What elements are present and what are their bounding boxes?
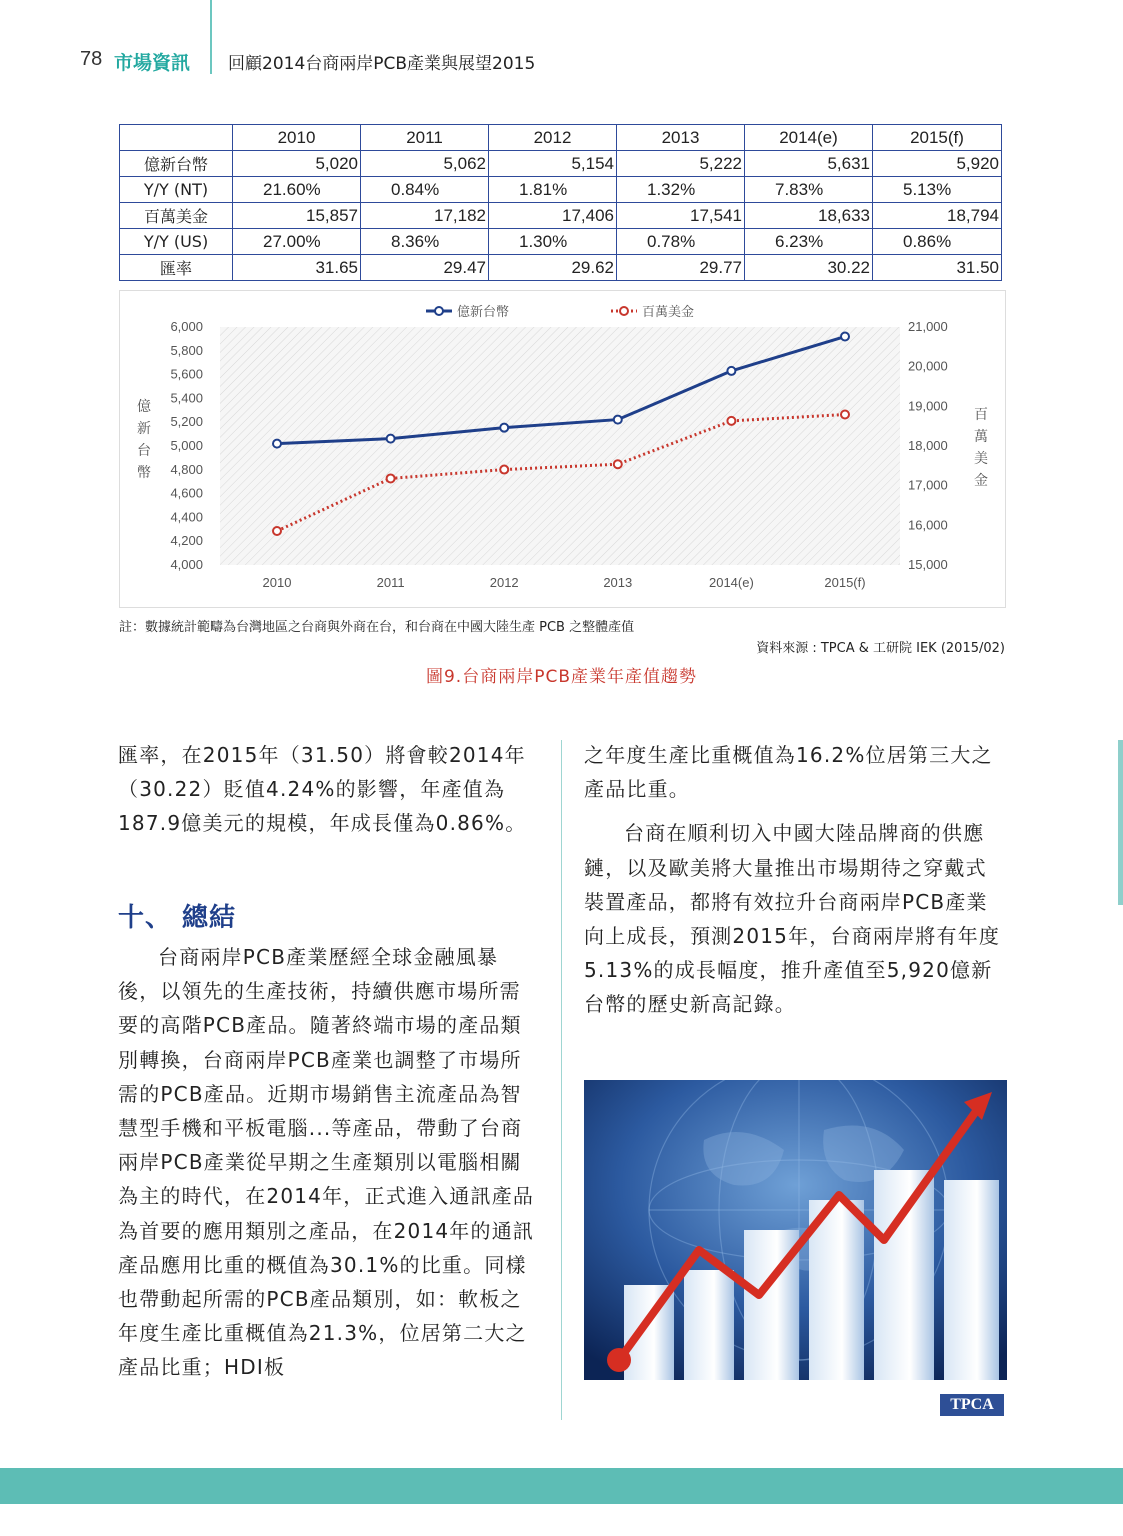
- table-row: [120, 177, 1002, 203]
- data-point: [273, 440, 281, 448]
- y-axis-title-left: 新: [137, 421, 151, 437]
- row-label: 億新台幣: [120, 151, 233, 177]
- section-label: 市場資訊: [114, 52, 191, 74]
- y-axis-title-right: 金: [974, 473, 988, 489]
- table-cell: 18,633: [745, 203, 873, 229]
- table-cell: 0.84%: [361, 177, 489, 203]
- x-tick-label: 2013: [603, 575, 633, 590]
- y-tick-label-left: 5,000: [170, 438, 203, 453]
- data-point: [841, 333, 849, 341]
- y-tick-label-left: 5,200: [170, 414, 203, 430]
- column-header: 2013: [617, 125, 745, 151]
- paragraph: 台商兩岸PCB產業歷經全球金融風暴後，以領先的生產技術，持續供應市場所需要的高階PCB產品。隨著終端市場的產品類別轉換，台商兩岸PCB產業也調整了市場所需的PCB產品。近期市場銷售主流產品為智慧型手機和平板電腦...等產品，帶動了台商兩岸PCB產業從早期之生產類別以電腦相關為主的時代，在2014年，正式進入通訊產品為首要的應用類別之產品，在2014年的通訊產品應用比重的概值為30.1%的比重。同樣也帶動起所需的PCB產品類別，如：軟板之年度生產比重概值為21.3%，位居第二大之產品比重；HDI板: [118, 945, 535, 1380]
- y-tick-label-left: 5,400: [170, 390, 203, 406]
- plot-hatch: [220, 327, 900, 565]
- table-cell: 7.83%: [745, 177, 873, 203]
- left-column: [118, 738, 538, 841]
- column-header: 2011: [361, 125, 489, 151]
- figure-source: 資料來源 : TPCA & 工研院 IEK (2015/02): [756, 641, 1005, 656]
- table-row: [120, 229, 1002, 255]
- y-tick-label-left: 5,800: [170, 342, 203, 358]
- y-tick-label-right: 18,000: [908, 438, 948, 453]
- table-cell: 1.32%: [617, 177, 745, 203]
- figure-caption: 圖9.台商兩岸PCB產業年產值趨勢: [425, 667, 697, 687]
- y-tick-label-left: 4,800: [170, 461, 203, 477]
- y-tick-label-right: 16,000: [908, 517, 948, 533]
- table-row: [120, 203, 1002, 229]
- y-axis-title-left: 億: [137, 399, 151, 415]
- table-cell: 5,062: [361, 151, 489, 177]
- x-tick-label: 2011: [376, 575, 405, 590]
- header-divider: [210, 0, 212, 74]
- column-header: 2012: [489, 125, 617, 151]
- table-cell: 29.62: [489, 255, 617, 281]
- y-tick-label-right: 20,000: [908, 358, 948, 374]
- table-cell: 18,794: [873, 203, 1002, 229]
- column-divider: [561, 740, 562, 1420]
- y-tick-label-right: 17,000: [908, 477, 948, 493]
- paragraph: 台商在順利切入中國大陸品牌商的供應鏈，以及歐美將大量推出市場期待之穿戴式裝置產品，都將有效拉升台商兩岸PCB產業向上成長，預測2015年，台商兩岸將有年度5.13%的成長幅度，推升產值至5,920億新台幣的歷史新高記錄。: [584, 821, 1001, 1017]
- data-point: [841, 411, 849, 419]
- chart-svg: [120, 291, 1005, 607]
- section-heading: 十、 總結: [118, 903, 237, 933]
- table-cell: 5,222: [617, 151, 745, 177]
- data-point: [387, 435, 395, 443]
- y-axis-title-right: 萬: [974, 429, 988, 445]
- table-cell: 8.36%: [361, 229, 489, 255]
- row-label: 匯率: [120, 255, 233, 281]
- table-row: [120, 151, 1002, 177]
- data-point: [500, 424, 508, 432]
- y-tick-label-right: 21,000: [908, 319, 948, 334]
- table-cell: 1.30%: [489, 229, 617, 255]
- y-axis-title-right: 美: [974, 451, 988, 467]
- table-cell: 6.23%: [745, 229, 873, 255]
- table-cell: 17,182: [361, 203, 489, 229]
- table-cell: 29.47: [361, 255, 489, 281]
- y-tick-label-left: 4,400: [170, 509, 203, 525]
- y-axis-title-left: 台: [137, 443, 151, 459]
- x-tick-label: 2010: [262, 575, 292, 590]
- line-chart: [119, 290, 1006, 608]
- y-axis-title-left: 幣: [137, 465, 151, 481]
- column-header: 2014(e): [745, 125, 873, 151]
- legend-swatch-marker: [620, 307, 628, 315]
- table-cell: 0.86%: [873, 229, 1002, 255]
- table-cell: 15,857: [233, 203, 361, 229]
- y-tick-label-left: 4,600: [170, 485, 203, 501]
- growth-illustration-svg: [584, 1080, 1007, 1380]
- legend-label: 億新台幣: [457, 305, 510, 320]
- growth-illustration: [584, 1080, 1007, 1380]
- table-cell: 5,154: [489, 151, 617, 177]
- table-row: [120, 255, 1002, 281]
- table-cell: 5.13%: [873, 177, 1002, 203]
- column-header: 2010: [233, 125, 361, 151]
- table-cell: 31.65: [233, 255, 361, 281]
- tpca-logo: TPCA: [940, 1394, 1004, 1416]
- y-tick-label-left: 4,200: [170, 533, 203, 549]
- row-label: Y/Y (NT): [120, 177, 233, 203]
- x-tick-label: 2012: [489, 575, 519, 590]
- paragraph: 之年度生產比重概值為16.2%位居第三大之產品比重。: [584, 743, 993, 802]
- table-cell: 5,631: [745, 151, 873, 177]
- figure-note: 註：數據統計範疇為台灣地區之台商與外商在台，和台商在中國大陸生產 PCB 之整體產值: [119, 620, 635, 635]
- data-table: [119, 124, 1002, 281]
- legend-label: 百萬美金: [642, 305, 695, 320]
- table-cell: 17,406: [489, 203, 617, 229]
- x-tick-label: 2015(f): [824, 575, 866, 590]
- y-tick-label-right: 19,000: [908, 398, 948, 414]
- table-cell: 29.77: [617, 255, 745, 281]
- data-point: [727, 417, 735, 425]
- table-cell: 21.60%: [233, 177, 361, 203]
- y-tick-label-left: 4,000: [170, 557, 203, 572]
- data-point: [273, 527, 281, 535]
- footer-band: [0, 1468, 1123, 1504]
- row-label: 百萬美金: [120, 203, 233, 229]
- table-cell: 31.50: [873, 255, 1002, 281]
- page-edge-marker: [1118, 740, 1123, 905]
- table-cell: 30.22: [745, 255, 873, 281]
- table-cell: 1.81%: [489, 177, 617, 203]
- table-cell: 0.78%: [617, 229, 745, 255]
- right-column: [584, 738, 1004, 1022]
- data-point: [500, 466, 508, 474]
- y-axis-title-right: 百: [974, 407, 988, 423]
- data-point: [614, 460, 622, 468]
- left-column-continued: [118, 940, 538, 1385]
- column-header: 2015(f): [873, 125, 1002, 151]
- table-cell: 5,920: [873, 151, 1002, 177]
- table-corner-cell: [120, 125, 233, 151]
- table-cell: 27.00%: [233, 229, 361, 255]
- table-header-row: [120, 125, 1002, 151]
- data-point: [727, 367, 735, 375]
- article-title: 回顧2014台商兩岸PCB產業與展望2015: [228, 54, 536, 74]
- page-header: [0, 0, 1123, 80]
- page-number: 78: [80, 48, 103, 70]
- data-point: [614, 416, 622, 424]
- legend-swatch-marker: [435, 307, 443, 315]
- y-tick-label-left: 5,600: [170, 366, 203, 382]
- paragraph: 匯率，在2015年（31.50）將會較2014年（30.22）貶值4.24%的影響，年產值為187.9億美元的規模，年成長僅為0.86%。: [118, 743, 527, 836]
- row-label: Y/Y (US): [120, 229, 233, 255]
- table-cell: 5,020: [233, 151, 361, 177]
- y-tick-label-right: 15,000: [908, 557, 948, 572]
- data-point: [387, 474, 395, 482]
- x-tick-label: 2014(e): [708, 575, 754, 590]
- y-tick-label-left: 6,000: [170, 319, 203, 334]
- table-cell: 17,541: [617, 203, 745, 229]
